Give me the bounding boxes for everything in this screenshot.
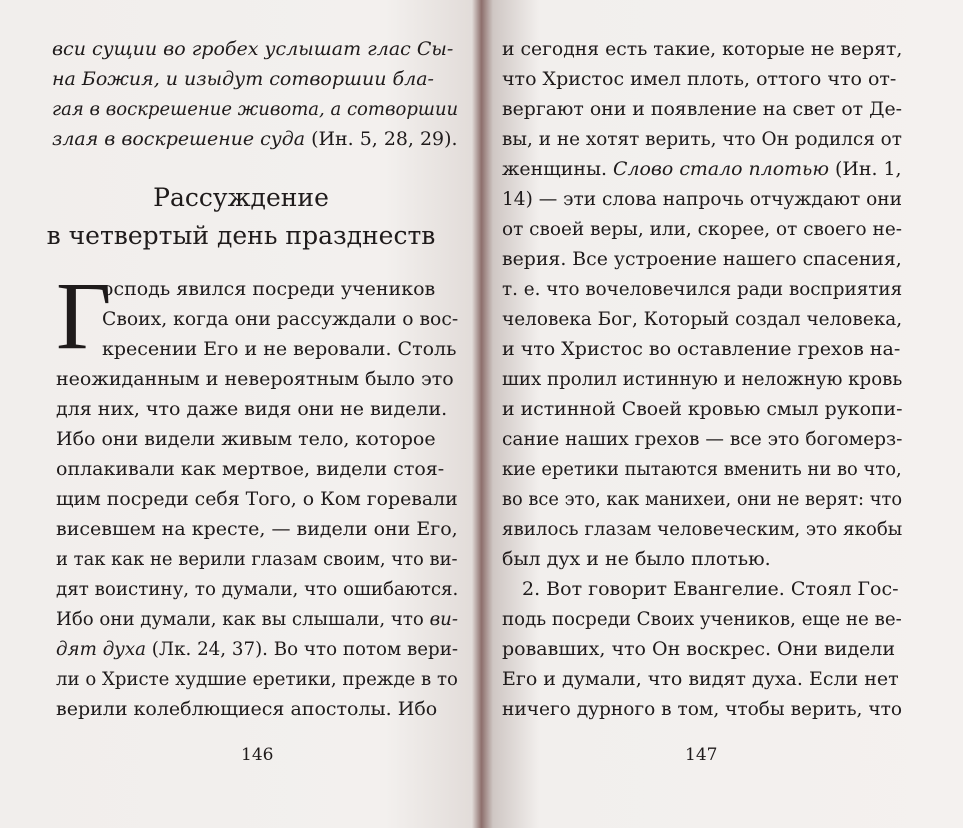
body-line: оплакивали как мертвое, видели стоя-	[56, 458, 445, 480]
body-line: верия. Все устроение нашего спасения,	[502, 248, 902, 270]
body-line: неожиданным и невероятным было это	[56, 368, 454, 390]
body-line-f-text: (Лк. 24, 37). Во что потом вери-	[145, 638, 459, 660]
body-line: что Христос имел плоть, оттого что от-	[502, 68, 897, 90]
body-line: висевшем на кресте, — видели они Его,	[56, 518, 458, 540]
intro-line-1: вси сущии во гробех услышат глас Сы-	[52, 38, 454, 60]
body-line-c: кресении Его и не веровали. Столь	[102, 338, 457, 360]
body-line: от своей веры, или, скорее, от своего не-	[502, 218, 902, 240]
paragraph-2-start: 2. Вот говорит Евангелие. Стоял Гос-	[522, 578, 899, 600]
intro-line-4-italic: злая в воскрешение суда	[52, 128, 306, 150]
body-line: подь посреди Своих учеников, еще не ве-	[502, 608, 902, 630]
body-line: вергают они и появление на свет от Де-	[502, 98, 902, 120]
body-line-4: вы, и не хотят верить, что Он родился от	[502, 128, 902, 150]
body-line: и сегодня есть такие, которые не верят,	[502, 38, 903, 60]
body-line-5	[502, 154, 902, 184]
right-page	[488, 0, 963, 828]
section-heading-line-1: Рассуждение	[153, 183, 329, 212]
body-line-e	[56, 604, 458, 634]
drop-cap: Г	[56, 262, 112, 369]
body-line-f-italic: дят духа	[56, 638, 146, 660]
body-line: был дух и не было плотью.	[502, 548, 771, 570]
body-line-f	[56, 634, 458, 664]
intro-line-3: гая в воскрешение живота, а сотворшии	[52, 98, 459, 120]
body-line: для них, что даже видя они не видели.	[56, 398, 448, 420]
body-line: явилось глазам человеческим, это якобы	[502, 518, 903, 540]
page-number-left: 146	[241, 745, 274, 765]
body-line: и так как не верили глазам своим, что ви-	[56, 548, 458, 570]
body-line: ровавших, что Он воскрес. Они видели	[502, 638, 896, 660]
body-line: щим посреди себя Того, о Ком горевали	[56, 488, 458, 510]
intro-reference: (Ин. 5, 28, 29).	[305, 128, 458, 150]
body-line-5-text: женщины.	[502, 158, 614, 180]
body-line: 14) — эти слова напрочь отчуждают они	[502, 188, 902, 210]
body-line: Ибо они видели живым тело, которое	[56, 428, 436, 450]
body-line-h: верили колеблющиеся апостолы. Ибо	[56, 698, 438, 720]
body-line: во все это, как манихеи, они не верят: что	[502, 488, 903, 510]
body-line-5-reference: (Ин. 1,	[828, 158, 902, 180]
body-line-d: дят воистину, то думали, что ошибаются.	[56, 578, 459, 600]
body-line: ших пролил истинную и неложную кровь	[502, 368, 903, 390]
page-number-right: 147	[685, 745, 718, 765]
body-line-b: Своих, когда они рассуждали о вос-	[102, 308, 459, 330]
body-line: Его и думали, что видят духа. Если нет	[502, 668, 899, 690]
body-line-5-italic: Слово стало плотью	[613, 158, 829, 180]
body-line: сание наших грехов — все это богомерз-	[502, 428, 903, 450]
body-line-e-text: Ибо они думали, как вы слышали, что	[56, 608, 430, 630]
body-line: и что Христос во оставление грехов на-	[502, 338, 901, 360]
body-line: человека Бог, Который создал человека,	[502, 308, 903, 330]
body-line-g: ли о Христе худшие еретики, прежде в то	[56, 668, 458, 690]
body-line: т. е. что вочеловечился ради восприятия	[502, 278, 903, 300]
intro-line-4	[52, 124, 458, 154]
body-line-a: осподь явился посреди учеников	[102, 278, 436, 300]
section-heading-line-2: в четвертый день празднеств	[46, 221, 436, 250]
intro-line-2: на Божия, и изыдут сотворшии бла-	[52, 68, 434, 90]
body-line: кие еретики пытаются вменить ни во что,	[502, 458, 902, 480]
body-line: ничего дурного в том, чтобы верить, что	[502, 698, 903, 720]
body-line: и истинной Своей кровью смыл рукопи-	[502, 398, 903, 420]
body-line-e-italic: ви-	[429, 608, 458, 630]
